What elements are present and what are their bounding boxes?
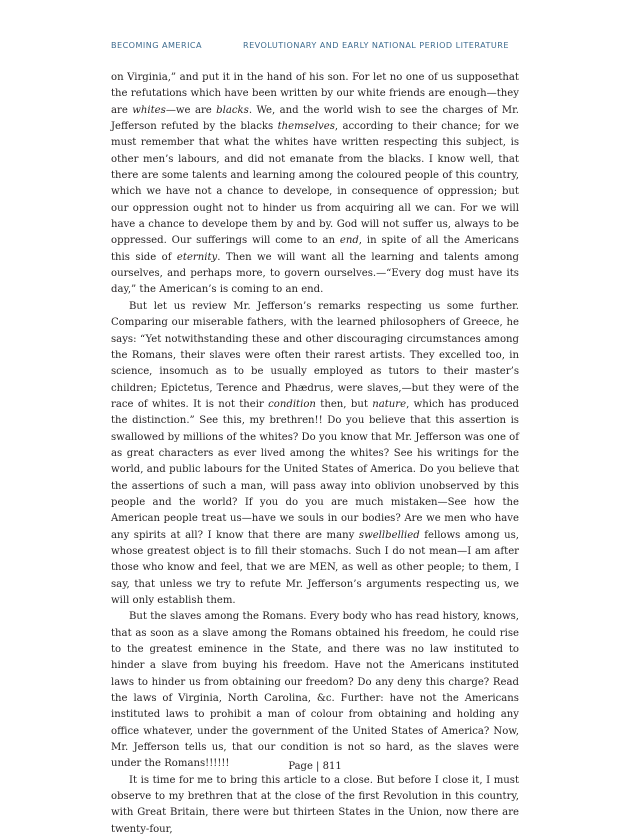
page-number: Page | 811 bbox=[288, 761, 342, 772]
running-header-section-title: REVOLUTIONARY AND EARLY NATIONAL PERIOD LITERATURE bbox=[243, 40, 509, 50]
running-header-book-title: BECOMING AMERICA bbox=[111, 40, 202, 50]
paragraph-3: But the slaves among the Romans. Every body who has read history, knows, that as soon as a slave among the Romans obtained his freedom, he could rise to the greatest eminence in the State, and there was no law instituted to hinder a slave from buying his freedom. Have not the Americans instituted laws to hinder us from obtaining our freedom? Do any deny this charge? Read the laws of Virginia, North Carolina, &c. Further: have not the Americans instituted laws to prohibit a man of colour from obtaining and holding any office whatever, under the government of the United States of America? Now, Mr. Jefferson tells us, that our condition is not so hard, as the slaves were under the Romans!!!!!! bbox=[111, 611, 519, 770]
page-body bbox=[111, 70, 519, 838]
running-header bbox=[111, 40, 531, 50]
paragraph-2: But let us review Mr. Jefferson’s remarks respecting us some further. Comparing our miserable fathers, with the learned philosophers of Greece, he says: “Yet notwithstanding these and other discouraging circumstances among the Romans, their slaves were often their rarest artists. They excelled too, in science, insomuch as to be usually employed as tutors to their master’s children; Epictetus, Terence and Phædrus, were slaves,—but they were of the race of whites. It is not their condition then, but nature, which has produced the distinction.” See this, my brethren!! Do you believe that this assertion is swallowed by millions of the whites? Do you know that Mr. Jefferson was one of as great characters as ever lived among the whites? See his writings for the world, and public labours for the United States of America. Do you believe that the assertions of such a man, will pass away into oblivion unobserved by this people and the world? If you do you are much mistaken—See how the American people treat us—have we souls in our bodies? Are we men who have any spirits at all? I know that there are many swellbellied fellows among us, whose greatest object is to fill their stomachs. Such I do not mean—I am after those who know and feel, that we are MEN, as well as other people; to them, I say, that unless we try to refute Mr. Jefferson’s arguments respecting us, we will only establish them. bbox=[111, 300, 519, 606]
paragraph-4: It is time for me to bring this article to a close. But before I close it, I must observe to my brethren that at the close of the first Revolution in this country, with Great Britain, there were but thirteen States in the Union, now there are twenty-four, bbox=[111, 774, 519, 835]
paragraph-1: on Virginia,” and put it in the hand of his son. For let no one of us supposethat the refutations which have been written by our white friends are enough—they are whites—we are blacks. We, and the world wish to see the charges of Mr. Jefferson refuted by the blacks themselves, according to their chance; for we must remember that what the whites have written respecting this subject, is other men’s labours, and did not emanate from the blacks. I know well, that there are some talents and learning among the coloured people of this country, which we have not a chance to develope, in consequence of oppression; but our oppression ought not to hinder us from acquiring all we can. For we will have a chance to develope them by and by. God will not suffer us, always to be oppressed. Our sufferings will come to an end, in spite of all the Americans this side of eternity. Then we will want all the learning and talents among ourselves, and perhaps more, to govern ourselves.—“Every dog must have its day,” the American’s is coming to an end. bbox=[111, 72, 520, 296]
